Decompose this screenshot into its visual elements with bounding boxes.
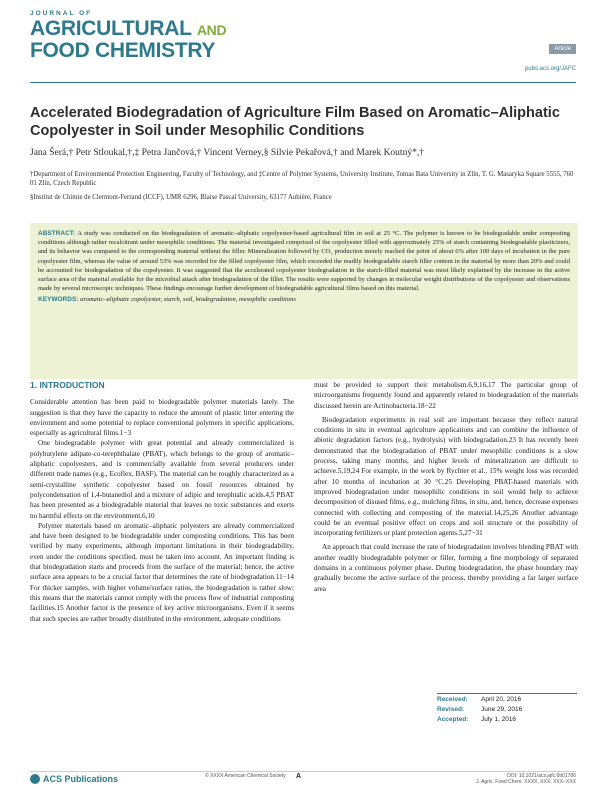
abstract-text: A study was conducted on the biodegradation of aromatic–aliphatic copolyester-based agricultural film in soil at 25 °C. The polymer is known to be biodegradable under composting conditions although rather recalcitrant under mesophilic conditions. The material investigated comprised of the copolyester filled with approximately 25% of starch containing biodegradable plasticizers, and its behavior was compared to the corresponding material without the filler. Mineralization followed by CO₂ production merely reached the point of about 6% after 100 days of incubation in the pure copolyester film, whereas the value of around 53% was recorded for the filled copolyester film, which exceeded the readily biodegradable starch filler content in the material by more than 20% and could be accounted for biodegradation of the copolyester. It was suggested that the accelerated copolyester biodegradation in the starch-filled material was most likely explained by the increase in the active surface area of the material available for the microbial attack after biodegradation of the filler. The results were supported by changes in molecular weight distributions of the copolyester and observations made by several microscopic techniques. These findings encourage further development of biodegradable agricultural films based on this material. <box>38 230 570 293</box>
journal-title-line1 <box>30 18 226 41</box>
article-title: Accelerated Biodegradation of Agriculture Film Based on Aromatic–Aliphatic Copolyester in Soil under Mesophilic Conditions <box>30 105 560 139</box>
abstract-box <box>30 223 578 379</box>
keywords-text: aromatic–aliphatic copolyester, starch, soil, biodegradation, mesophilic conditions <box>80 296 296 304</box>
keywords-label: KEYWORDS: <box>38 296 79 304</box>
received-date: Received: April 20, 2016 <box>437 696 522 703</box>
abstract-label: ABSTRACT: <box>38 230 76 237</box>
journal-title-line2: FOOD CHEMISTRY <box>30 39 216 62</box>
page-number: A <box>296 773 302 780</box>
affiliation-2: §Institut de Chimie de Clermont-Ferrand (ICCF), UMR 6296, Blaise Pascal University, 63177 Aubière, France <box>30 194 332 201</box>
acs-logo-text: ACS Publications <box>43 774 119 784</box>
footer-copyright: © XXXX American Chemical Society <box>205 773 286 779</box>
journal-url-link[interactable]: pubs.acs.org/JAFC <box>524 66 576 72</box>
intro-paragraph: Polymer materials based on aromatic–aliphatic polyesters are already commercialized and have been designed to be biodegradable under composting conditions. This has been verified by many experiments, although important limitations in their biodegradability, even under the conditions specified, must be taken into account. An important finding is that biodegradation starts and proceeds from the surface of the material; hence, the active surface area appears to be a crucial factor that determines the rate of biodegradation.11−14 For thicker samples, with higher volume/surface ratios, the biodegradation is rather slow; this means that the materials cannot comply with the process flow of industrial composting facilities.15 Another factor is the presence of key active microorganisms. Even if it seems that such species are rather broadly distributed in the environment, adequate conditions <box>30 521 294 623</box>
intro-paragraph: Considerable attention has been paid to biodegradable polymer materials lately. The suggestion is that they have the capacity to reduce the amount of plastic litter entering the environment and some potential to replace conventional polymers in specific applications, especially as agricultural films.1−3 <box>30 398 294 438</box>
revised-date: Revised: June 29, 2016 <box>437 706 523 713</box>
header-divider <box>30 82 576 83</box>
acs-logo-icon <box>30 774 40 784</box>
footer-doi <box>476 773 576 785</box>
doi-link[interactable]: DOI: 10.1021/acs.jafc.6b01786 <box>507 773 576 779</box>
citation-line: J. Agric. Food Chem. XXXX, XXX, XXX−XXX <box>476 779 576 785</box>
publication-dates <box>437 695 522 725</box>
section-heading-introduction: 1. INTRODUCTION <box>30 380 105 390</box>
acs-publications-logo[interactable] <box>30 774 118 784</box>
abstract-paragraph <box>38 229 570 293</box>
intro-paragraph: Biodegradation experiments in real soil are important because they reflect natural conditions in situ in eventual agriculture applications and can combine the influence of abiotic degradation factors (e.g., hydrolysis) with biodegradation.23 It has recently been demonstrated that the biodegradation of PBAT under mesophilic conditions is a slow process, taking many months, and higher levels of mineralization are difficult to achieve.5,19,24 For example, in the work by Rychter et al., 15% weight loss was recorded after 10 months of incubation at 30 °C.25 Developing PBAT-based materials with improved biodegradation under mesophilic conditions in soil would help to achieve decomposition of disused films, e.g., mulching films, in situ, and, hence, decrease expenses connected with collecting and composting of the material.14,25,26 Another advantage could be an eventual positive effect on crops and soil structure or the possibility of incorporating fertilizers or plant protection agents.5,27−31 <box>314 415 578 538</box>
left-column <box>30 380 294 624</box>
intro-paragraph: An approach that could increase the rate of biodegradation involves blending PBAT with another readily biodegradable polymer or filler, forming a fine morphology of separated domains in a continuous polymer phase. During biodegradation, the phase boundary may gradually become the active surface of the process, thereby providing a far larger surface area <box>314 543 578 593</box>
intro-paragraph: One biodegradable polymer with great potential and already commercialized is polybutylene adipate-co-terephthalate (PBAT), which belongs to the group of aromatic–aliphatic copolyesters, and is commercially available from several producers under different trade names (e.g., Ecoflex, BASF). The material can be roughly characterized as a semi-crystalline synthetic copolyester based on fossil resources obtained by polycondensation of 1,4-butanediol and a mixture of adipic and terephtalic acids.4,5 PBAT has been presented as a biodegradable material that leaves no toxic substances and exerts no harmful effects on the environment.6,10 <box>30 439 294 520</box>
dates-divider <box>437 693 577 694</box>
footer-divider <box>30 771 576 772</box>
journal-prefix: JOURNAL OF <box>30 10 93 17</box>
keywords-line <box>38 295 570 304</box>
intro-paragraph: must be provided to support their metabolism.6,9,16,17 The particular group of microorganisms frequently found and apparently related to biodegradation of the materials discussed herein are Actinobacteria.18−22 <box>314 381 578 410</box>
right-column <box>314 380 578 594</box>
article-type-badge: Article <box>549 44 576 54</box>
affiliation-1: †Department of Environmental Protection Engineering, Faculty of Technology, and ‡Centre of Polymer Systems, University Institute, Tomas Bata University in Zlín, T. G. Masaryka Square 5555, 760 01 Zlín, Czech Republic <box>30 171 574 187</box>
accepted-date: Accepted: July 1, 2016 <box>437 716 517 723</box>
journal-and: AND <box>196 22 227 38</box>
journal-line1-text: AGRICULTURAL <box>30 17 192 40</box>
author-list: Jana Šerá,† Petr Stloukal,†,‡ Petra Jančová,† Vincent Verney,§ Silvie Pekařová,† and Marek Koutný*,† <box>30 148 424 158</box>
